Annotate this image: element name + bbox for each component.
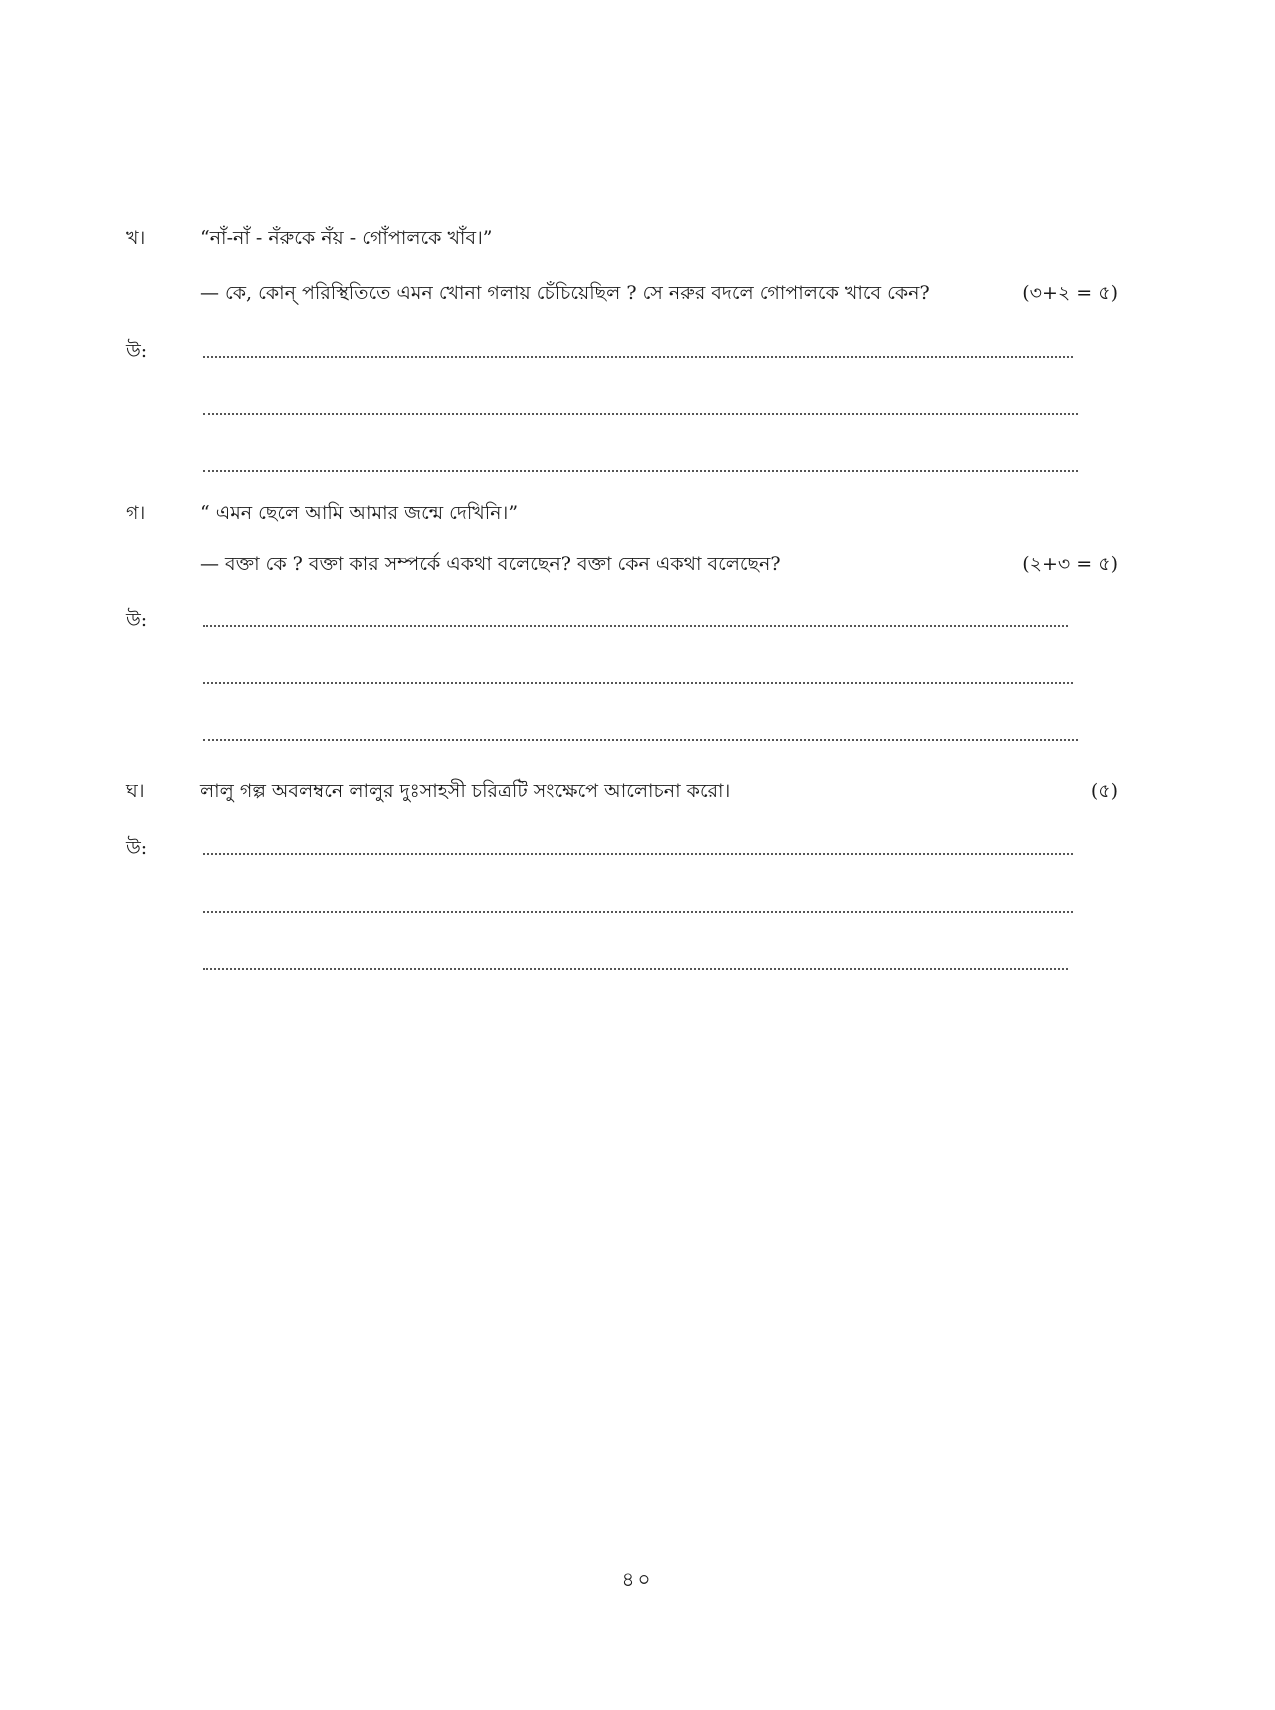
answer-label: উ:	[126, 609, 148, 631]
question-quote: “নাঁ-নাঁ - নঁরুকে নঁয় - গোঁপালকে খাঁব।”	[200, 227, 493, 249]
answer-line[interactable]	[203, 356, 1073, 358]
page-number: ৪০	[621, 1567, 654, 1591]
answer-line[interactable]	[203, 470, 1078, 472]
answer-line[interactable]	[203, 968, 1068, 970]
answer-line[interactable]	[203, 739, 1078, 741]
answer-line[interactable]	[203, 911, 1073, 913]
answer-label: উ:	[126, 340, 148, 362]
question-marks: (৩+২ = ৫)	[1022, 282, 1118, 304]
answer-line[interactable]	[203, 853, 1073, 855]
answer-label: উ:	[126, 837, 148, 859]
answer-line[interactable]	[203, 625, 1068, 627]
question-prompt: — কে, কোন্ পরিস্থিতিতে এমন খোনা গলায় চেঁচিয়েছিল ? সে নরুর বদলে গোপালকে খাবে কেন?	[200, 282, 930, 304]
answer-line[interactable]	[203, 413, 1078, 415]
question-prompt: — বক্তা কে ? বক্তা কার সম্পর্কে একথা বলেছেন? বক্তা কেন একথা বলেছেন?	[200, 553, 781, 575]
question-quote: লালু গল্প অবলম্বনে লালুর দুঃসাহসী চরিত্রটি সংক্ষেপে আলোচনা করো।	[200, 780, 731, 802]
answer-line[interactable]	[203, 682, 1073, 684]
question-label: গ।	[126, 502, 146, 524]
question-marks: (২+৩ = ৫)	[1022, 553, 1118, 575]
question-label: খ।	[126, 227, 146, 249]
question-marks: (৫)	[1090, 780, 1118, 802]
question-label: ঘ।	[126, 780, 145, 802]
question-quote: “ এমন ছেলে আমি আমার জন্মে দেখিনি।”	[200, 502, 519, 524]
